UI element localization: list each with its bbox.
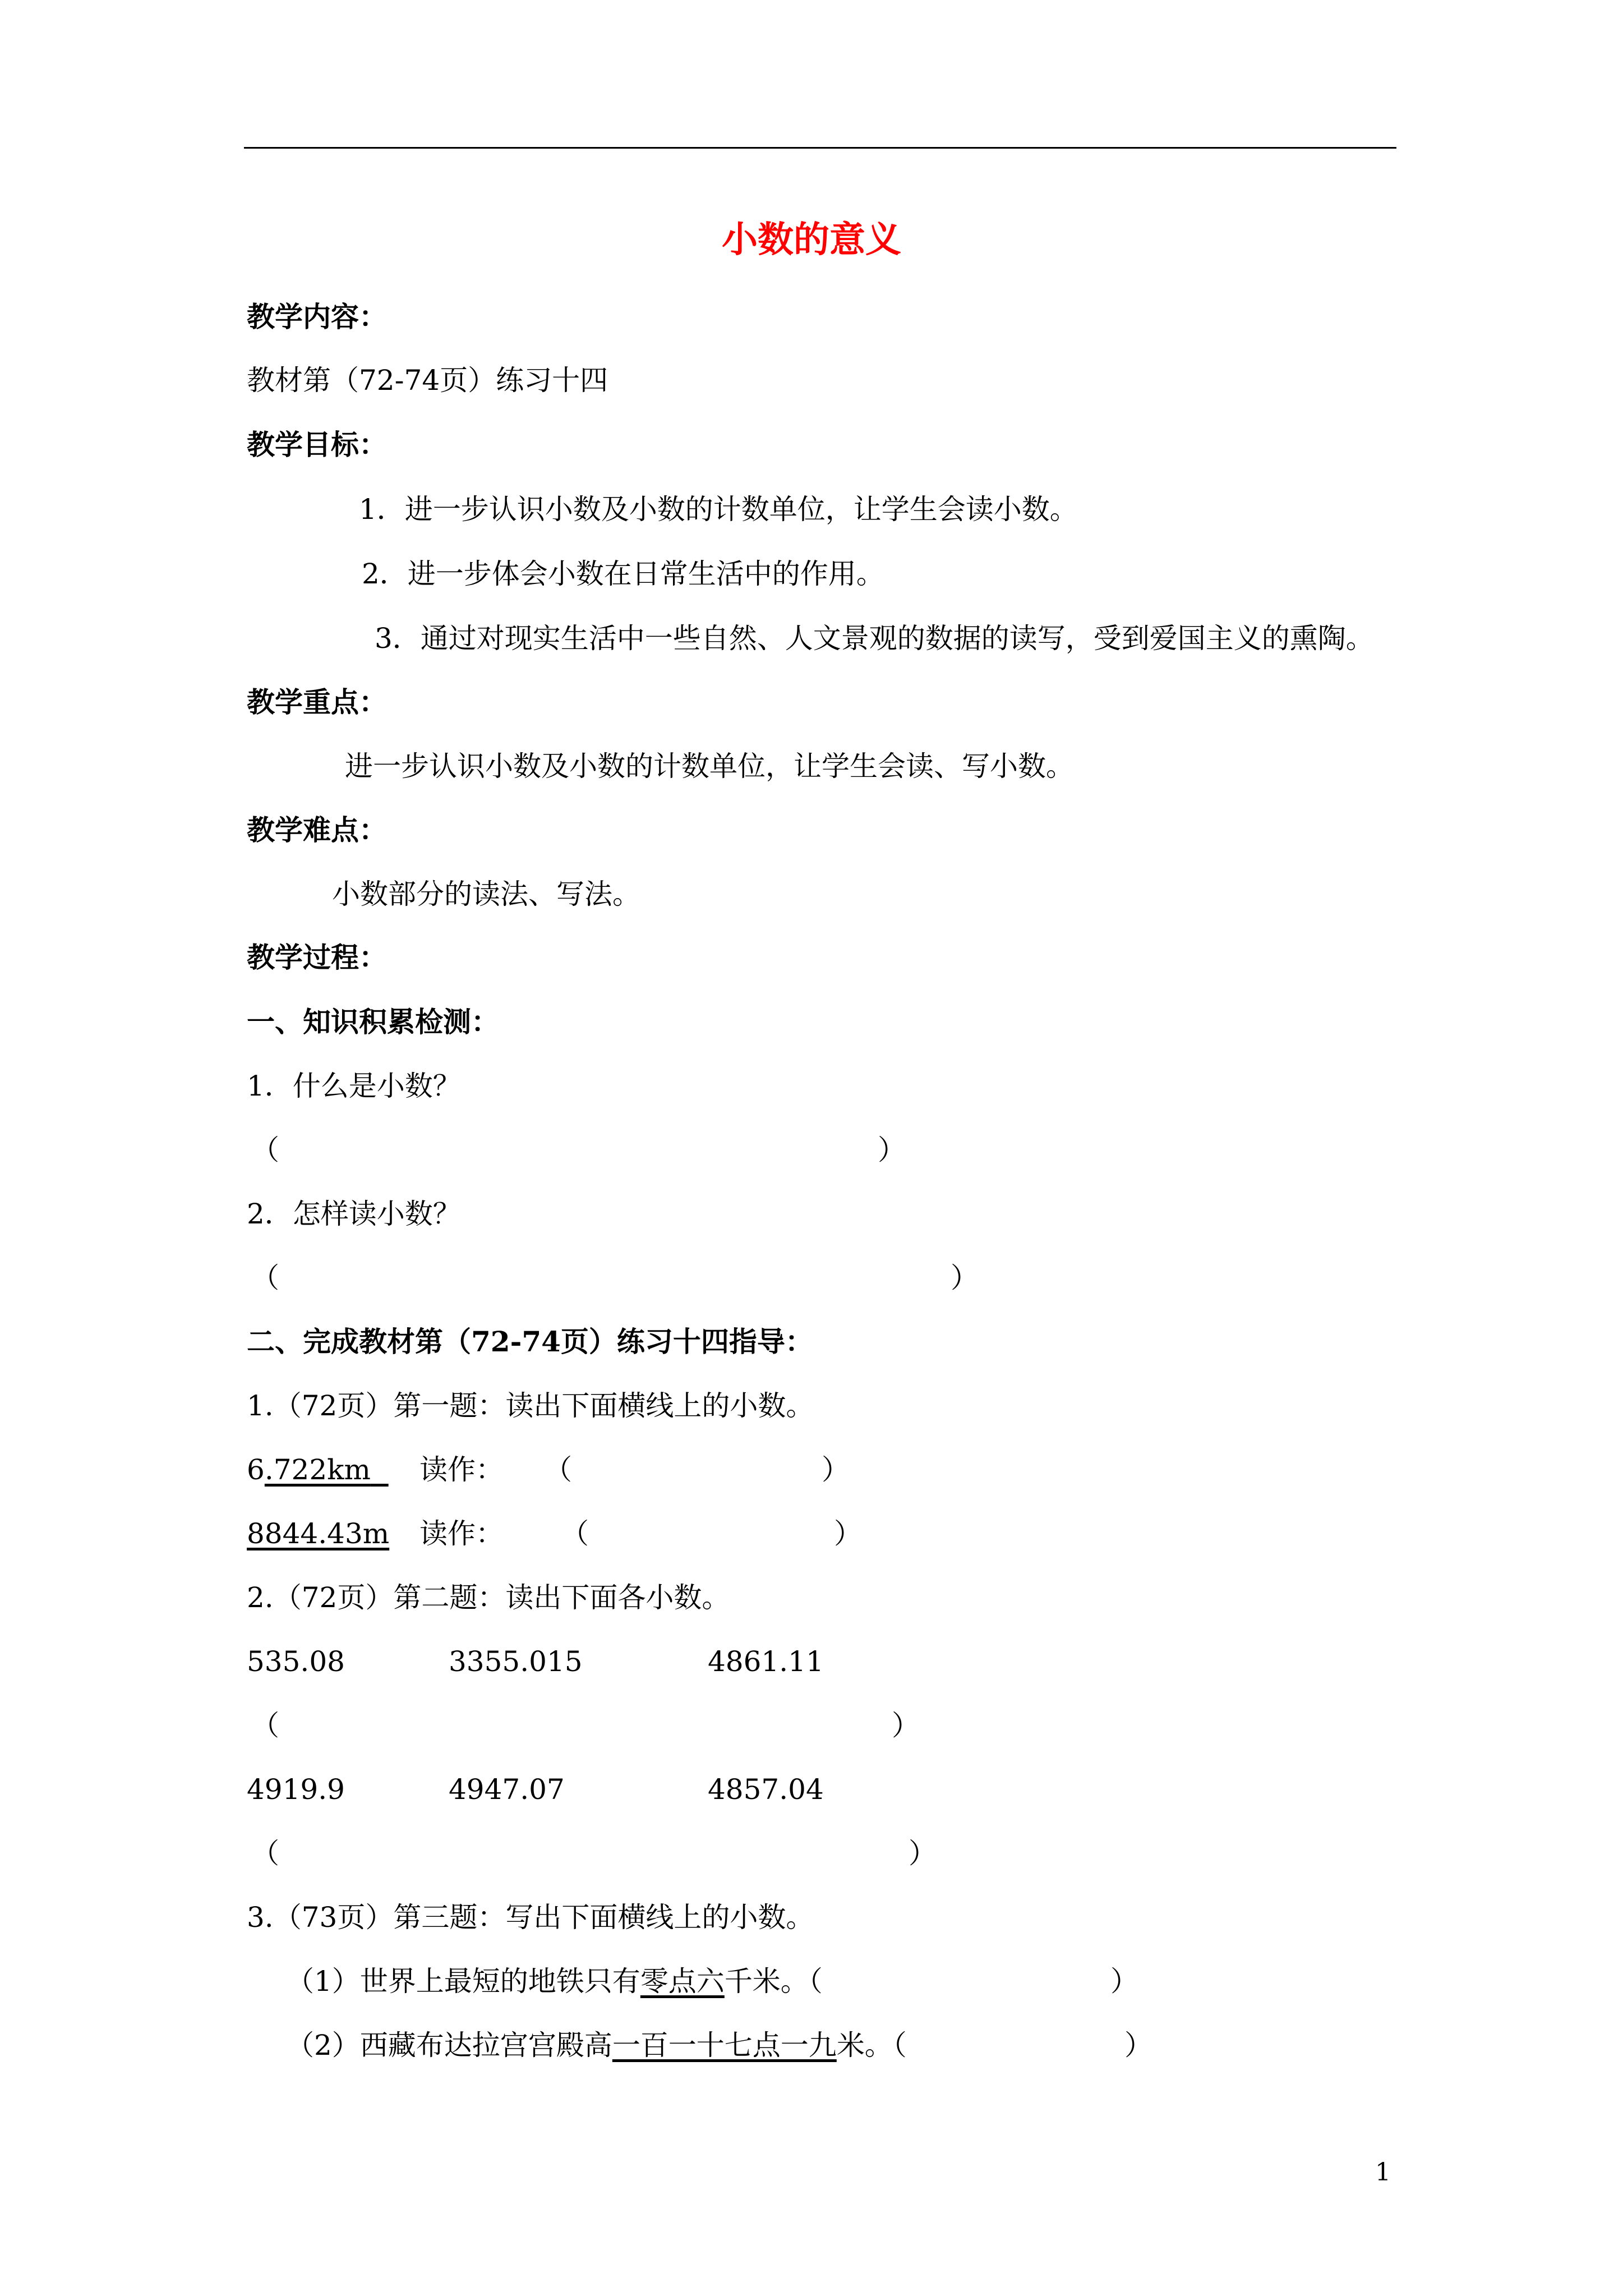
number-2-underlined: 8844.43m: [247, 1517, 390, 1550]
decimal-number: 4861.11: [708, 1645, 824, 1678]
goals-heading: 教学目标：: [247, 428, 387, 461]
answer-open-paren: （: [251, 1837, 279, 1870]
decimal-number: 4857.04: [708, 1773, 824, 1806]
key-heading: 教学重点：: [247, 685, 387, 719]
answer-open-paren: （: [544, 1453, 572, 1486]
answer-close-paren: ）: [1110, 1965, 1138, 1998]
answer-close-paren: ）: [822, 1453, 850, 1486]
read-as-label: 读作：: [419, 1517, 504, 1550]
exercise-3-item-1: [286, 1964, 823, 1998]
part2-heading: 二、完成教材第（72-74页）练习十四指导：: [247, 1325, 813, 1358]
difficulty-text: 小数部分的读法、写法。: [332, 878, 640, 910]
process-heading: 教学过程：: [247, 941, 387, 974]
goal-2: 2．进一步体会小数在日常生活中的作用。: [362, 558, 884, 590]
content-heading: 教学内容：: [247, 300, 387, 333]
question-2: 2．怎样读小数？: [247, 1198, 461, 1230]
page-number: 1: [1375, 2158, 1391, 2187]
question-1: 1．什么是小数？: [247, 1070, 461, 1102]
answer-close-paren: ）: [909, 1837, 937, 1870]
exercise-2: 2.（72页）第二题：读出下面各小数。: [247, 1581, 730, 1614]
exercise-3-item-2: [286, 2028, 907, 2062]
decimal-number: 535.08: [247, 1645, 345, 1678]
read-as-label: 读作：: [419, 1453, 504, 1486]
answer-close-paren: ）: [834, 1517, 862, 1550]
decimal-number: 3355.015: [449, 1645, 583, 1678]
exercise-1-number-1: [247, 1453, 389, 1487]
answer-close-paren: ）: [951, 1262, 979, 1294]
difficulty-heading: 教学难点：: [247, 813, 387, 846]
item-2-underlined: 一百一十七点一九: [612, 2029, 837, 2062]
decimal-number: 4919.9: [247, 1773, 345, 1806]
item-1-underlined: 零点六: [640, 1965, 725, 1998]
answer-open-paren: （: [251, 1134, 279, 1166]
goal-1: 1．进一步认识小数及小数的计数单位，让学生会读小数。: [359, 493, 1078, 526]
number-1-decimal-underlined: .722km: [264, 1453, 371, 1486]
answer-close-paren: ）: [892, 1709, 920, 1742]
item-2-suffix: 米。（: [836, 2029, 907, 2062]
decimal-number: 4947.07: [449, 1773, 565, 1806]
item-1-suffix: 千米。（: [724, 1965, 823, 1998]
item-2-text: （2）西藏布达拉宫宫殿高: [286, 2029, 612, 2062]
part1-heading: 一、知识积累检测：: [247, 1005, 499, 1038]
answer-close-paren: ）: [878, 1134, 906, 1166]
document-title: 小数的意义: [722, 219, 901, 261]
number-1-integer: 6: [247, 1453, 265, 1486]
exercise-1-number-2: [247, 1517, 389, 1550]
answer-open-paren: （: [561, 1517, 589, 1550]
number-1-underline-tail: [371, 1453, 389, 1486]
answer-close-paren: ）: [1124, 2029, 1152, 2062]
key-text: 进一步认识小数及小数的计数单位，让学生会读、写小数。: [345, 750, 1074, 783]
answer-open-paren: （: [251, 1709, 279, 1742]
exercise-3: 3.（73页）第三题：写出下面横线上的小数。: [247, 1901, 814, 1934]
exercise-1: 1.（72页）第一题：读出下面横线上的小数。: [247, 1389, 814, 1422]
answer-open-paren: （: [251, 1262, 279, 1294]
item-1-text: （1）世界上最短的地铁只有: [286, 1965, 640, 1998]
goal-3: 3．通过对现实生活中一些自然、人文景观的数据的读写，受到爱国主义的熏陶。: [375, 622, 1374, 655]
content-text: 教材第（72-74页）练习十四: [247, 364, 608, 397]
header-rule: [244, 147, 1396, 149]
